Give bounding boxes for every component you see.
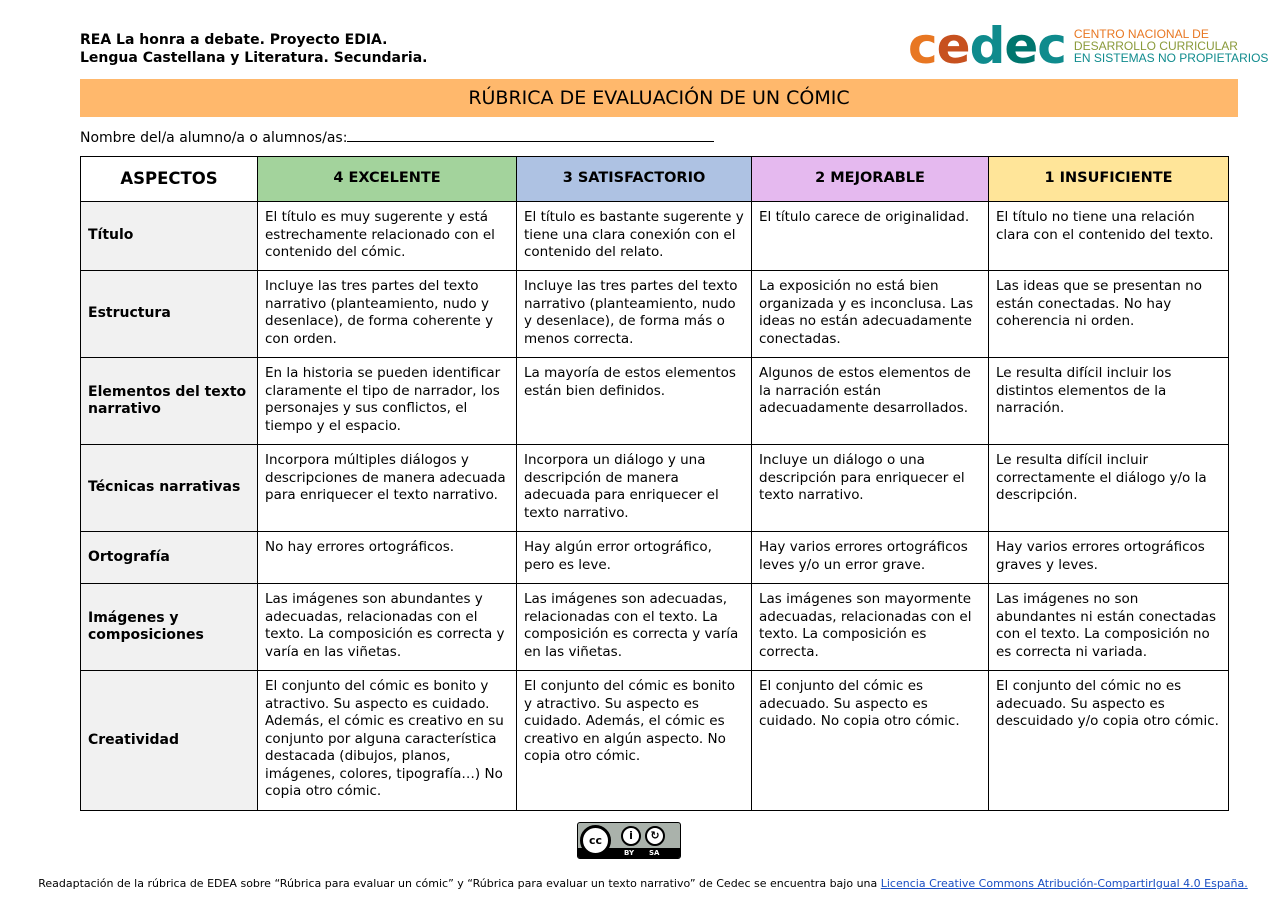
header-line-2: Lengua Castellana y Literatura. Secundaria. bbox=[80, 50, 428, 66]
logo-wordmark: cedec bbox=[908, 17, 1066, 75]
footer-note bbox=[0, 877, 1286, 891]
rubric-cell: Hay varios errores ortográficos graves y leves. bbox=[989, 532, 1229, 584]
rubric-cell: Le resulta difícil incluir correctamente el diálogo y/o la descripción. bbox=[989, 445, 1229, 532]
row-aspect: Elementos del texto narrativo bbox=[81, 358, 258, 445]
row-aspect: Técnicas narrativas bbox=[81, 445, 258, 532]
row-aspect: Título bbox=[81, 202, 258, 271]
badge-sa-label: SA bbox=[649, 849, 660, 857]
row-aspect: Estructura bbox=[81, 271, 258, 358]
rubric-cell: Incluye un diálogo o una descripción para enriquecer el texto narrativo. bbox=[752, 445, 989, 532]
rubric-cell: No hay errores ortográficos. bbox=[258, 532, 517, 584]
table-row bbox=[81, 584, 1229, 671]
rubric-cell: El título es muy sugerente y está estrechamente relacionado con el contenido del cómic. bbox=[258, 202, 517, 271]
header-satisfactorio: 3 SATISFACTORIO bbox=[517, 157, 752, 202]
header-aspectos: ASPECTOS bbox=[81, 157, 258, 202]
rubric-cell: Las imágenes son mayormente adecuadas, relacionadas con el texto. La composición es correcta. bbox=[752, 584, 989, 671]
table-row bbox=[81, 445, 1229, 532]
rubric-cell: La exposición no está bien organizada y es inconclusa. Las ideas no están adecuadamente conectadas. bbox=[752, 271, 989, 358]
rubric-cell: En la historia se pueden identificar claramente el tipo de narrador, los personajes y sus conflictos, el tiempo y el espacio. bbox=[258, 358, 517, 445]
header-mejorable: 2 MEJORABLE bbox=[752, 157, 989, 202]
rubric-cell: Las imágenes son adecuadas, relacionadas con el texto. La composición es correcta y varía en las viñetas. bbox=[517, 584, 752, 671]
row-aspect: Ortografía bbox=[81, 532, 258, 584]
rubric-cell: El conjunto del cómic no es adecuado. Su aspecto es descuidado y/o copia otro cómic. bbox=[989, 671, 1229, 811]
document-header bbox=[80, 31, 427, 67]
rubric-cell: El título carece de originalidad. bbox=[752, 202, 989, 271]
student-name-label: Nombre del/a alumno/a o alumnos/as: bbox=[80, 130, 348, 146]
table-row bbox=[81, 671, 1229, 811]
rubric-cell: Las imágenes son abundantes y adecuadas, relacionadas con el texto. La composición es correcta y varía en las viñetas. bbox=[258, 584, 517, 671]
table-row bbox=[81, 358, 1229, 445]
header-insuficiente: 1 INSUFICIENTE bbox=[989, 157, 1229, 202]
rubric-table bbox=[80, 156, 1229, 811]
rubric-cell: El conjunto del cómic es bonito y atractivo. Su aspecto es cuidado. Además, el cómic es creativo en su conjunto por alguna característica destacada (dibujos, planos, imágenes, colores, tipografía…) No copia otro cómic. bbox=[258, 671, 517, 811]
rubric-cell: El título no tiene una relación clara con el contenido del texto. bbox=[989, 202, 1229, 271]
row-aspect: Imágenes y composiciones bbox=[81, 584, 258, 671]
creative-commons-badge[interactable] bbox=[577, 822, 681, 859]
rubric-cell: Incluye las tres partes del texto narrativo (planteamiento, nudo y desenlace), de forma más o menos correcta. bbox=[517, 271, 752, 358]
table-row bbox=[81, 271, 1229, 358]
student-name-line bbox=[80, 128, 714, 147]
rubric-cell: Incluye las tres partes del texto narrativo (planteamiento, nudo y desenlace), de forma coherente y con orden. bbox=[258, 271, 517, 358]
header-excelente: 4 EXCELENTE bbox=[258, 157, 517, 202]
rubric-cell: La mayoría de estos elementos están bien definidos. bbox=[517, 358, 752, 445]
rubric-cell: El título es bastante sugerente y tiene una clara conexión con el contenido del relato. bbox=[517, 202, 752, 271]
rubric-cell: Hay varios errores ortográficos leves y/o un error grave. bbox=[752, 532, 989, 584]
attribution-icon: i bbox=[621, 826, 641, 846]
rubric-cell: Las imágenes no son abundantes ni están conectadas con el texto. La composición no es correcta ni variada. bbox=[989, 584, 1229, 671]
rubric-cell: Hay algún error ortográfico, pero es leve. bbox=[517, 532, 752, 584]
cc-icon: cc bbox=[580, 825, 611, 856]
page-title: RÚBRICA DE EVALUACIÓN DE UN CÓMIC bbox=[80, 79, 1238, 117]
rubric-cell: Incorpora un diálogo y una descripción de manera adecuada para enriquecer el texto narrativo. bbox=[517, 445, 752, 532]
badge-by-label: BY bbox=[624, 849, 635, 857]
table-row bbox=[81, 532, 1229, 584]
header-line-1: REA La honra a debate. Proyecto EDIA. bbox=[80, 32, 388, 48]
share-alike-icon: ↻ bbox=[645, 826, 665, 846]
rubric-cell: Algunos de estos elementos de la narración están adecuadamente desarrollados. bbox=[752, 358, 989, 445]
rubric-cell: El conjunto del cómic es bonito y atractivo. Su aspecto es cuidado. Además, el cómic es creativo en algún aspecto. No copia otro cómic. bbox=[517, 671, 752, 811]
student-name-blank[interactable] bbox=[347, 128, 714, 142]
rubric-cell: Le resulta difícil incluir los distintos elementos de la narración. bbox=[989, 358, 1229, 445]
rubric-header-row bbox=[81, 157, 1229, 202]
cedec-logo bbox=[908, 17, 1269, 75]
row-aspect: Creatividad bbox=[81, 671, 258, 811]
footer-text: Readaptación de la rúbrica de EDEA sobre “Rúbrica para evaluar un cómic” y “Rúbrica para evaluar un texto narrativo” de Cedec se encuentra bajo una bbox=[38, 877, 881, 890]
logo-subtitle: CENTRO NACIONAL DE DESARROLLO CURRICULAR EN SISTEMAS NO PROPIETARIOS bbox=[1073, 27, 1269, 65]
table-row bbox=[81, 202, 1229, 271]
license-link[interactable]: Licencia Creative Commons Atribución-CompartirIgual 4.0 España. bbox=[880, 877, 1248, 890]
rubric-cell: Las ideas que se presentan no están conectadas. No hay coherencia ni orden. bbox=[989, 271, 1229, 358]
rubric-cell: El conjunto del cómic es adecuado. Su aspecto es cuidado. No copia otro cómic. bbox=[752, 671, 989, 811]
rubric-cell: Incorpora múltiples diálogos y descripciones de manera adecuada para enriquecer el texto narrativo. bbox=[258, 445, 517, 532]
